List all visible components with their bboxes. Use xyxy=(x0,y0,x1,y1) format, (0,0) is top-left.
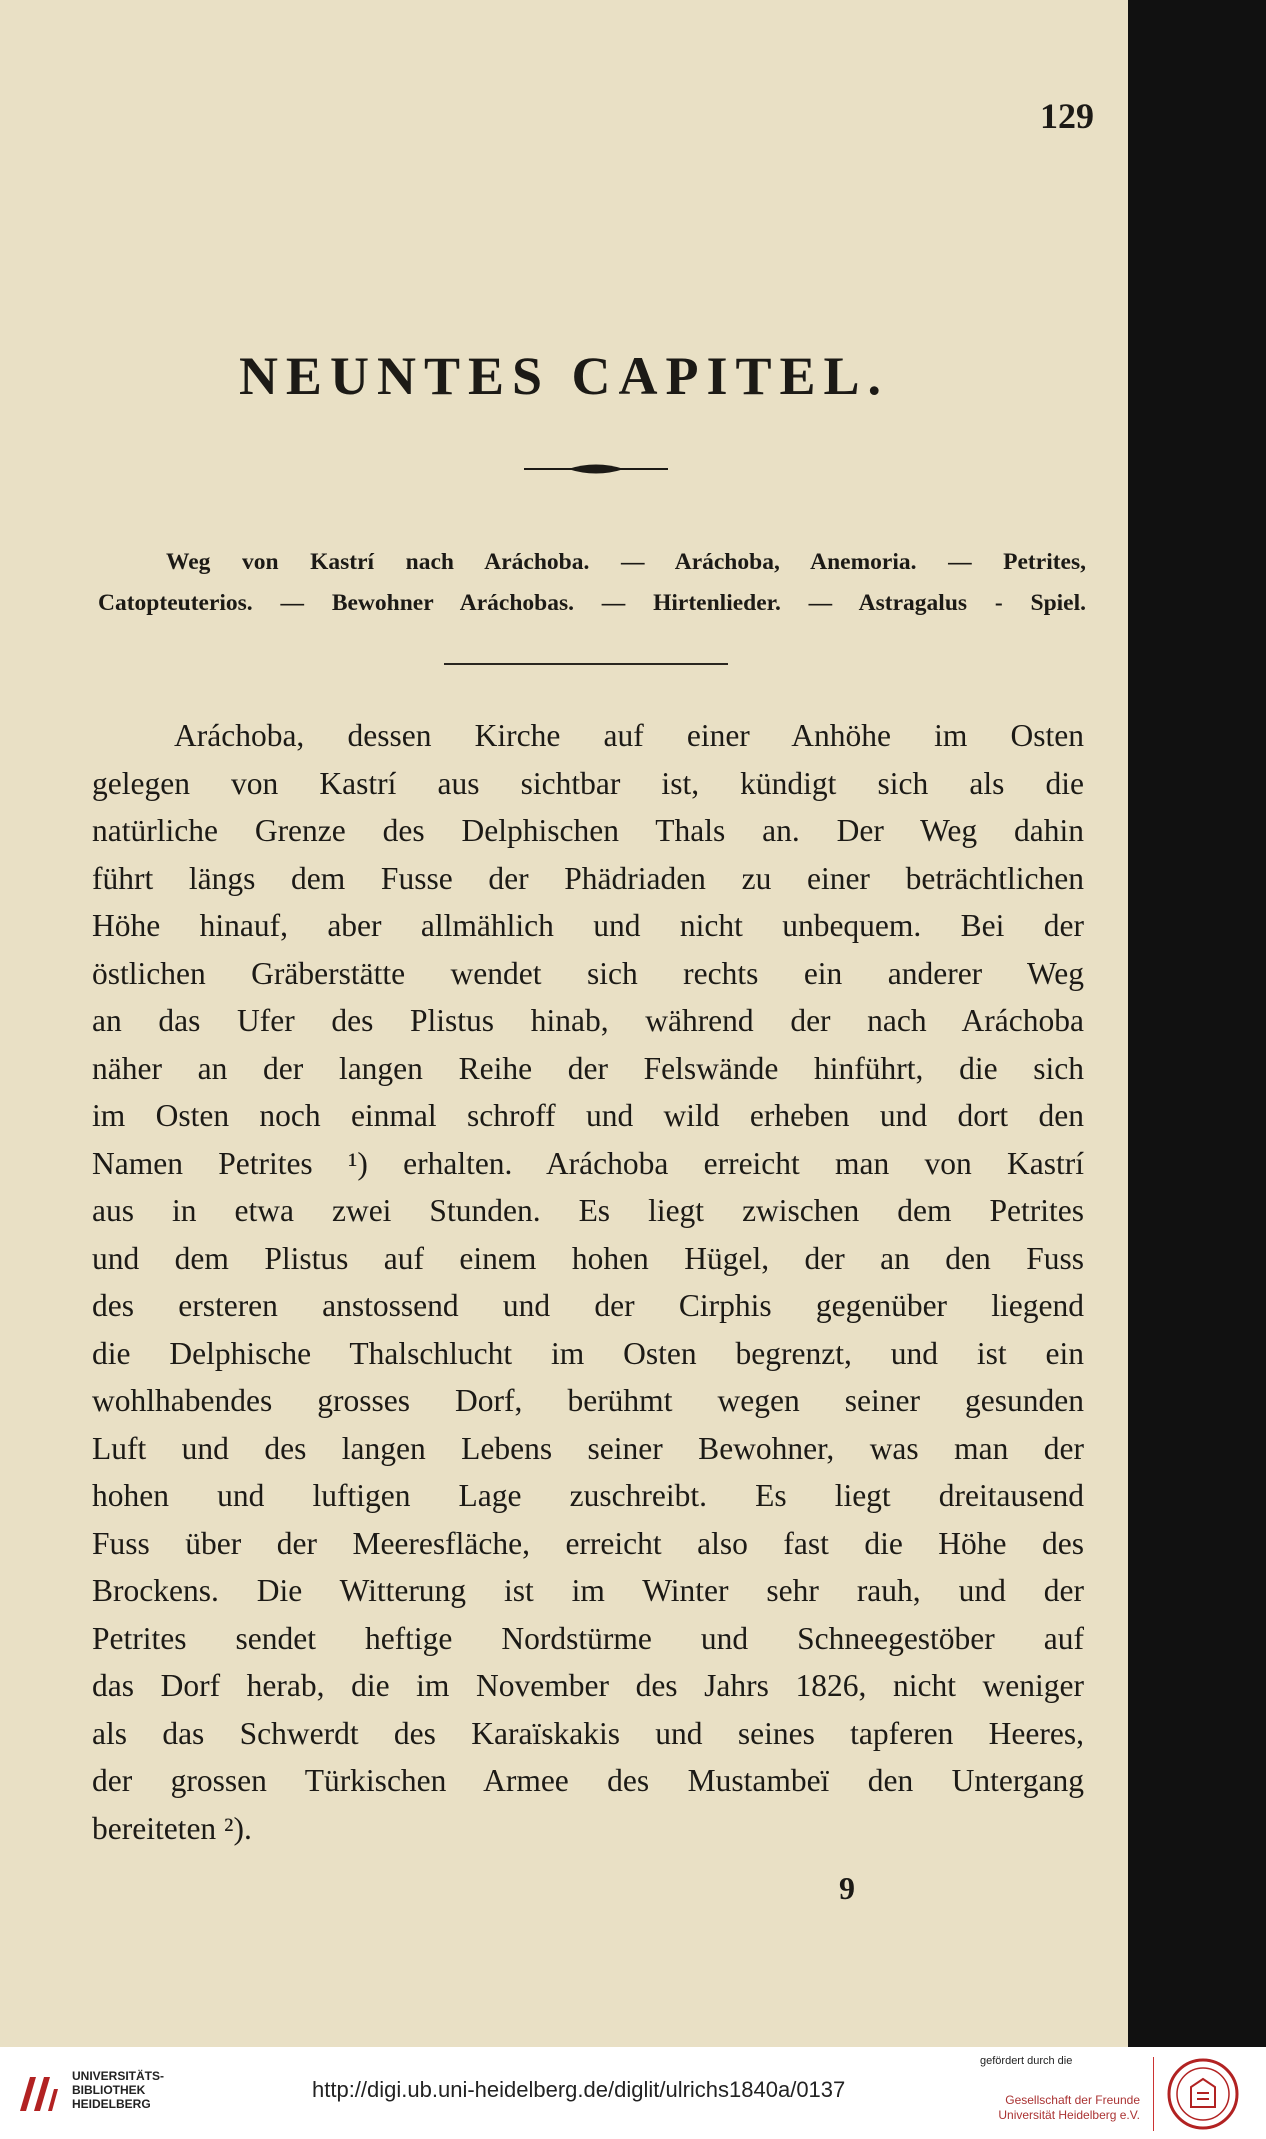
body-line: natürliche Grenze des Delphischen Thals an. Der Weg dahin xyxy=(92,813,1084,848)
body-line: hohen und luftigen Lage zuschreibt. Es liegt dreitausend xyxy=(92,1478,1084,1513)
chapter-title: NEUNTES CAPITEL. xyxy=(238,346,890,406)
body-line: das Dorf herab, die im November des Jahrs 1826, nicht weniger xyxy=(92,1668,1084,1703)
summary-line: Weg von Kastrí nach Aráchoba. — Aráchoba, Anemoria. — Petrites, xyxy=(166,549,1086,575)
body-line: Aráchoba, dessen Kirche auf einer Anhöhe im Osten xyxy=(174,718,1084,753)
body-text xyxy=(92,712,1084,1852)
summary-line: Catopteuterios. — Bewohner Aráchobas. — Hirtenlieder. — Astragalus - Spiel. xyxy=(98,590,1086,616)
body-line: aus in etwa zwei Stunden. Es liegt zwischen dem Petrites xyxy=(92,1193,1084,1228)
signature-mark: 9 xyxy=(839,1870,855,1906)
body-line: gelegen von Kastrí aus sichtbar ist, kündigt sich als die xyxy=(92,765,1084,801)
body-line: im Osten noch einmal schroff und wild erheben und dort den xyxy=(92,1098,1084,1133)
sponsor-label: gefördert durch die xyxy=(980,2055,1073,2067)
body-line: näher an der langen Reihe der Felswände hinführt, die sich xyxy=(92,1050,1084,1086)
body-line: Luft und des langen Lebens seiner Bewohner, was man der xyxy=(92,1430,1084,1466)
body-line: führt längs dem Fusse der Phädriaden zu einer beträchtlichen xyxy=(92,860,1084,896)
chapter-summary xyxy=(98,542,1086,624)
body-line: und dem Plistus auf einem hohen Hügel, der an den Fuss xyxy=(92,1240,1084,1276)
body-line: Namen Petrites ¹) erhalten. Aráchoba erreicht man von Kastrí xyxy=(92,1145,1084,1181)
horizontal-rule xyxy=(444,663,728,665)
body-line: Fuss über der Meeresfläche, erreicht also fast die Höhe des xyxy=(92,1525,1084,1561)
body-line: als das Schwerdt des Karaïskakis und seines tapferen Heeres, xyxy=(92,1715,1084,1751)
university-library-logo-icon xyxy=(12,2069,62,2119)
body-line: die Delphische Thalschlucht im Osten begrenzt, und ist ein xyxy=(92,1335,1084,1371)
permalink-url[interactable]: http://digi.ub.uni-heidelberg.de/diglit/ulrichs1840a/0137 xyxy=(312,2077,846,2102)
body-line: des ersteren anstossend und der Cirphis gegenüber liegend xyxy=(92,1288,1084,1323)
body-line: östlichen Gräberstätte wendet sich rechts ein anderer Weg xyxy=(92,955,1084,991)
digitization-footer xyxy=(0,2047,1266,2139)
body-line: wohlhabendes grosses Dorf, berühmt wegen seiner gesunden xyxy=(92,1383,1084,1418)
body-line: der grossen Türkischen Armee des Mustambeï den Untergang xyxy=(92,1763,1084,1798)
body-line: an das Ufer des Plistus hinab, während der nach Aráchoba xyxy=(92,1003,1084,1038)
footer-divider xyxy=(1153,2057,1154,2131)
society-seal-icon xyxy=(1166,2057,1240,2131)
institution-name: UNIVERSITÄTS- BIBLIOTHEK HEIDELBERG xyxy=(72,2069,165,2111)
body-line: Brockens. Die Witterung ist im Winter sehr rauh, und der xyxy=(92,1573,1084,1608)
body-line: Höhe hinauf, aber allmählich und nicht unbequem. Bei der xyxy=(92,908,1084,943)
body-line: bereiteten ²). xyxy=(92,1810,252,1846)
sponsor-name: Gesellschaft der Freunde Universität Heidelberg e.V. xyxy=(998,2093,1140,2122)
page-number: 129 xyxy=(1040,96,1094,136)
body-line: Petrites sendet heftige Nordstürme und Schneegestöber auf xyxy=(92,1620,1084,1656)
ornament-divider-icon xyxy=(524,458,668,480)
